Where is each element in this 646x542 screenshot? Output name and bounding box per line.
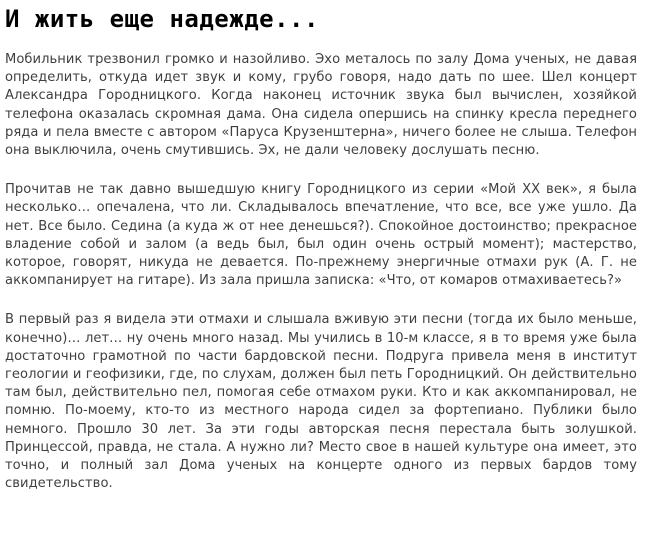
article-paragraph: Прочитав не так давно вышедшую книгу Городницкого из серии «Мой ХХ век», я была несколько… опечалена, что ли. Складывалось впечатление, что все, все уже ушло. Да нет. Все было. Седина (а куда ж от нее денешься?). Спокойное достоинство; прекрасное владение собой и залом (а ведь был, был один очень острый момент); мастерство, которое, говорят, никуда не девается. По-прежнему энергичные отмахи рук (А. Г. не аккомпанирует на гитаре). Из зала пришла записка: «Что, от комаров отмахиваетесь?» [5, 182, 637, 289]
article-title: И жить еще надежде... [5, 5, 319, 33]
article [5, 4, 637, 514]
article-paragraph: Мобильник трезвонил громко и назойливо. Эхо металось по залу Дома ученых, не давая определить, откуда идет звук и кому, грубо говоря, надо дать по шее. Шел концерт Александра Городницкого. Когда наконец источник звука был вычислен, хозяйкой телефона оказалась скромная дама. Она сидела опершись на спинку кресла переднего ряда и пела вместе с автором «Паруса Крузенштерна», ничего более не слыша. Телефон она выключила, очень смутившись. Эх, не дали человеку дослушать песню. [5, 52, 637, 159]
article-paragraph: В первый раз я видела эти отмахи и слышала вживую эти песни (тогда их было меньше, конечно)… лет… ну очень много назад. Мы учились в 10-м классе, я в то время уже была достаточно грамотной по части бардовской песни. Подруга привела меня в институт геологии и геофизики, где, по слухам, должен был петь Городницкий. Он действительно там был, действительно пел, помогая себе отмахом руки. Кто и как аккомпанировал, не помню. По-моему, кто-то из местного народа сидел за фортепиано. Публики было немного. Прошло 30 лет. За эти годы авторская песня перестала быть золушкой. Принцессой, правда, не стала. А нужно ли? Место свое в нашей культуре она имеет, это точно, и полный зал Дома ученых на концерте одного из первых бардов тому свидетельство. [5, 312, 637, 492]
